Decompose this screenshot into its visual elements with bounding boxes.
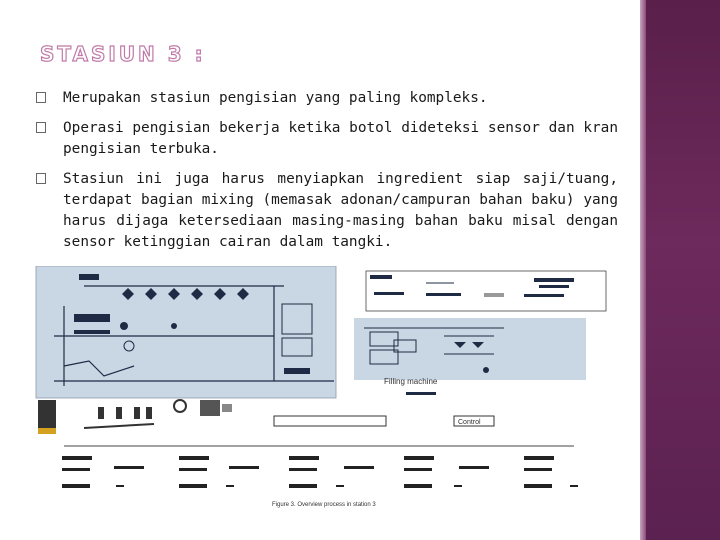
bullet-text: Merupakan stasiun pengisian yang paling kompleks. xyxy=(63,90,488,106)
bullet-list xyxy=(36,88,618,262)
checkbox-bullet-icon xyxy=(36,173,46,184)
bullet-item xyxy=(36,118,618,160)
slide-title: STASIUN 3 : xyxy=(40,42,206,66)
bullet-item xyxy=(36,169,618,253)
diagram-caption: Figure 3. Overview process in station 3 xyxy=(272,502,376,508)
control-label: Control xyxy=(458,419,481,426)
bullet-text: Stasiun ini juga harus menyiapkan ingredient siap saji/tuang, terdapat bagian mixing (memasak adonan/campuran bahan baku) yang harus dijaga ketersediaan masing-masing bahan baku misal dengan sensor ketinggian cairan dalam tangki. xyxy=(63,171,618,250)
decorative-side-band xyxy=(640,0,720,540)
bullet-text: Operasi pengisian bekerja ketika botol dideteksi sensor dan kran pengisian terbuka. xyxy=(63,120,618,157)
filling-machine-label: Filling machine xyxy=(384,377,438,386)
bullet-item xyxy=(36,88,618,109)
checkbox-bullet-icon xyxy=(36,92,46,103)
checkbox-bullet-icon xyxy=(36,122,46,133)
station-3-process-diagram xyxy=(34,266,608,518)
